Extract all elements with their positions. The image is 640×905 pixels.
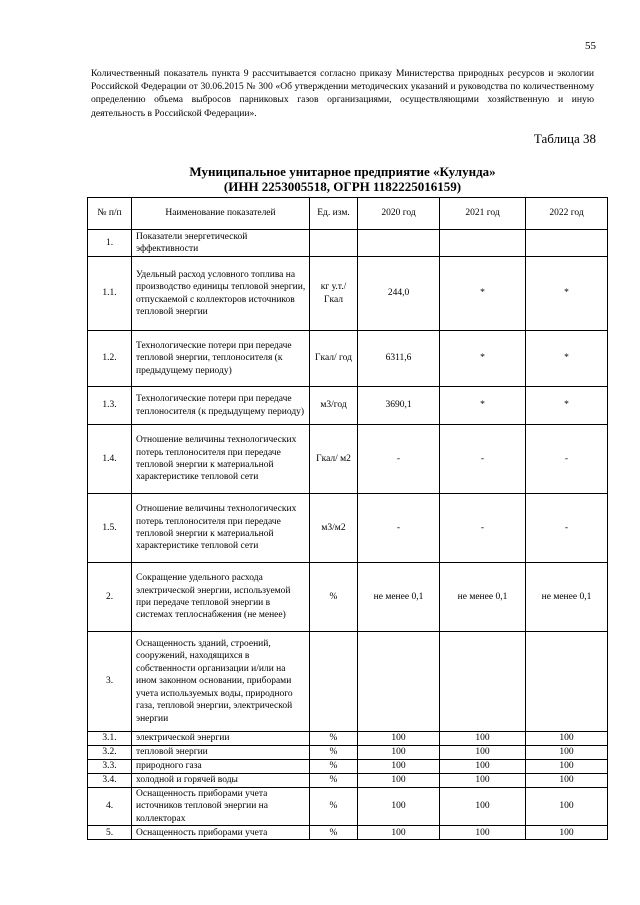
cell-num: 3.4. xyxy=(88,774,132,788)
cell-name: Отношение величины технологических потерь теплоносителя при передаче тепловой энергии к материальной характеристике тепловой сети xyxy=(132,494,310,563)
cell-unit: кг у.т./ Гкал xyxy=(310,257,358,331)
cell-unit xyxy=(310,632,358,732)
cell-2022: 100 xyxy=(526,788,608,826)
table-row xyxy=(88,257,608,331)
cell-name: Удельный расход условного топлива на производство единицы тепловой энергии, отпускаемой с коллекторов источников тепловой энергии xyxy=(132,257,310,331)
cell-num: 5. xyxy=(88,826,132,840)
header-unit: Ед. изм. xyxy=(310,198,358,230)
cell-unit: % xyxy=(310,732,358,746)
cell-2021: 100 xyxy=(440,746,526,760)
cell-2021: 100 xyxy=(440,732,526,746)
cell-2022: 100 xyxy=(526,732,608,746)
header-name: Наименование показателей xyxy=(132,198,310,230)
cell-unit: м3/год xyxy=(310,387,358,425)
header-2022: 2022 год xyxy=(526,198,608,230)
table-row xyxy=(88,788,608,826)
table-label: Таблица 38 xyxy=(533,131,596,146)
cell-2021: * xyxy=(440,387,526,425)
cell-num: 3. xyxy=(88,632,132,732)
cell-2020: 100 xyxy=(358,774,440,788)
cell-unit: % xyxy=(310,774,358,788)
table-header-row xyxy=(88,198,608,230)
cell-name: тепловой энергии xyxy=(132,746,310,760)
cell-name: Показатели энергетической эффективности xyxy=(132,230,310,257)
cell-unit: Гкал/ год xyxy=(310,331,358,387)
table-row xyxy=(88,494,608,563)
title-line-2: (ИНН 2253005518, ОГРН 1182225016159) xyxy=(223,178,462,194)
cell-2022: * xyxy=(526,257,608,331)
cell-2022: * xyxy=(526,331,608,387)
cell-unit: м3/м2 xyxy=(310,494,358,563)
table-row xyxy=(88,230,608,257)
cell-num: 3.2. xyxy=(88,746,132,760)
cell-num: 1.4. xyxy=(88,425,132,494)
cell-num: 4. xyxy=(88,788,132,826)
cell-unit: % xyxy=(310,826,358,840)
cell-2020: - xyxy=(358,494,440,563)
cell-2020 xyxy=(358,230,440,257)
cell-2021: 100 xyxy=(440,774,526,788)
cell-num: 1.5. xyxy=(88,494,132,563)
cell-2021: 100 xyxy=(440,788,526,826)
cell-num: 3.1. xyxy=(88,732,132,746)
cell-name: электрической энергии xyxy=(132,732,310,746)
cell-name: Технологические потери при передаче теплоносителя (к предыдущему периоду) xyxy=(132,387,310,425)
intro-paragraph: Количественный показатель пункта 9 рассчитывается согласно приказу Министерства природных ресурсов и экологии Российской Федерации от 30.06.2015 № 300 «Об утверждении методических указаний и руководства по количественному определению объема выбросов парниковых газов организациями, осуществляющими хозяйственную и иную деятельность в Российской Федерации». xyxy=(91,68,594,119)
cell-2022: 100 xyxy=(526,826,608,840)
cell-unit: Гкал/ м2 xyxy=(310,425,358,494)
cell-2021: 100 xyxy=(440,760,526,774)
cell-2020: 100 xyxy=(358,760,440,774)
table-row xyxy=(88,732,608,746)
cell-unit: % xyxy=(310,788,358,826)
cell-2022: - xyxy=(526,425,608,494)
indicators-table xyxy=(87,197,608,840)
cell-name: Сокращение удельного расхода электрической энергии, используемой при передаче тепловой энергии в системах теплоснабжения (не менее) xyxy=(132,563,310,632)
cell-num: 1.1. xyxy=(88,257,132,331)
cell-unit: % xyxy=(310,563,358,632)
cell-2021: * xyxy=(440,331,526,387)
cell-2022: - xyxy=(526,494,608,563)
page-number: 55 xyxy=(585,40,596,52)
cell-2021 xyxy=(440,230,526,257)
cell-2020: - xyxy=(358,425,440,494)
table-row xyxy=(88,331,608,387)
cell-2022: * xyxy=(526,387,608,425)
cell-2020: 3690,1 xyxy=(358,387,440,425)
cell-name: Отношение величины технологических потерь теплоносителя при передаче тепловой энергии к материальной характеристике тепловой сети xyxy=(132,425,310,494)
cell-2021: * xyxy=(440,257,526,331)
cell-2022: 100 xyxy=(526,774,608,788)
cell-num: 1. xyxy=(88,230,132,257)
header-2021: 2021 год xyxy=(440,198,526,230)
table-title xyxy=(90,165,595,194)
cell-2021 xyxy=(440,632,526,732)
table-row xyxy=(88,632,608,732)
cell-2022: 100 xyxy=(526,760,608,774)
cell-num: 1.2. xyxy=(88,331,132,387)
table-row xyxy=(88,425,608,494)
cell-name: холодной и горячей воды xyxy=(132,774,310,788)
cell-2020 xyxy=(358,632,440,732)
cell-name: Оснащенность зданий, строений, сооружений, находящихся в собственности организации и/или на ином законном основании, приборами учета используемых воды, природного газа, тепловой энергии, электрической энергии xyxy=(132,632,310,732)
cell-2020: 100 xyxy=(358,746,440,760)
cell-2022: не менее 0,1 xyxy=(526,563,608,632)
cell-2021: - xyxy=(440,425,526,494)
cell-num: 3.3. xyxy=(88,760,132,774)
cell-2021: 100 xyxy=(440,826,526,840)
cell-2021: - xyxy=(440,494,526,563)
table-row xyxy=(88,387,608,425)
table-row xyxy=(88,746,608,760)
cell-2020: 100 xyxy=(358,788,440,826)
table-row xyxy=(88,760,608,774)
header-num: № п/п xyxy=(88,198,132,230)
header-2020: 2020 год xyxy=(358,198,440,230)
table-row xyxy=(88,774,608,788)
table-row xyxy=(88,563,608,632)
cell-name: Оснащенность приборами учета xyxy=(132,826,310,840)
cell-unit: % xyxy=(310,746,358,760)
cell-2022 xyxy=(526,230,608,257)
cell-name: Технологические потери при передаче тепловой энергии, теплоносителя (к предыдущему периоду) xyxy=(132,331,310,387)
cell-2021: не менее 0,1 xyxy=(440,563,526,632)
cell-name: природного газа xyxy=(132,760,310,774)
cell-2020: не менее 0,1 xyxy=(358,563,440,632)
cell-num: 2. xyxy=(88,563,132,632)
title-line-1: Муниципальное унитарное предприятие «Кулунда» xyxy=(189,164,496,179)
cell-unit: % xyxy=(310,760,358,774)
cell-2022: 100 xyxy=(526,746,608,760)
cell-2022 xyxy=(526,632,608,732)
cell-num: 1.3. xyxy=(88,387,132,425)
cell-2020: 244,0 xyxy=(358,257,440,331)
cell-2020: 100 xyxy=(358,732,440,746)
table-row xyxy=(88,826,608,840)
cell-2020: 6311,6 xyxy=(358,331,440,387)
cell-name: Оснащенность приборами учета источников тепловой энергии на коллекторах xyxy=(132,788,310,826)
cell-unit xyxy=(310,230,358,257)
cell-2020: 100 xyxy=(358,826,440,840)
